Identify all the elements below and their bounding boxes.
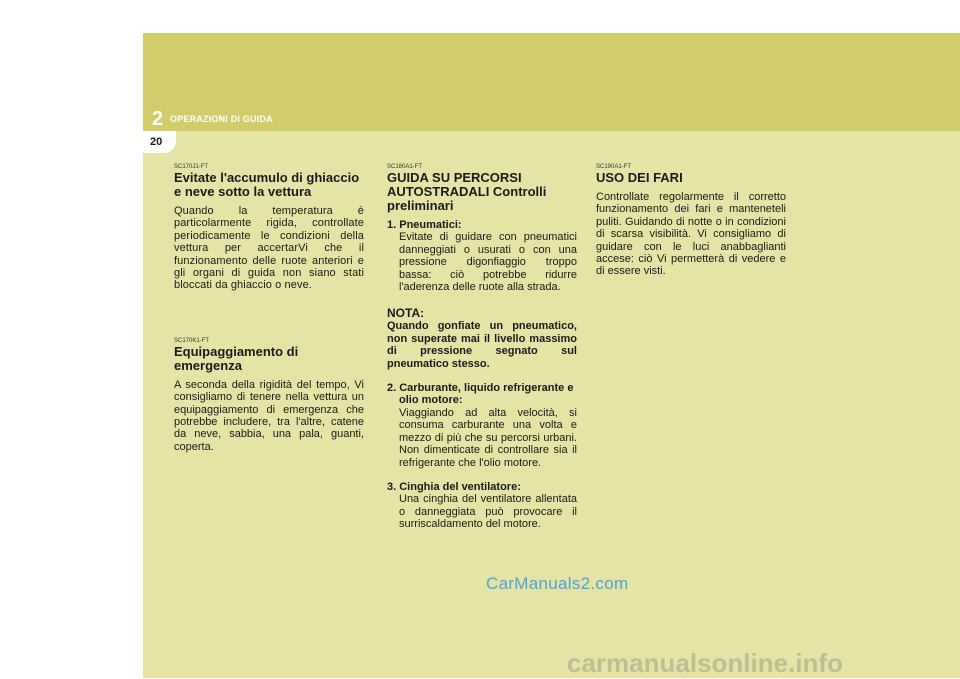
section-body: Controllate regolarmente il corretto funzionamento dei fari e manteneteli puliti. Guidando di notte o in condizioni di scarsa visibilità. Vi consigliamo di guidare con le luci anabbaglianti accese: ciò Vi permetterà di vedere e di essere visti. xyxy=(596,191,786,278)
section-title: USO DEI FARI xyxy=(596,170,683,185)
chapter-number: 2 xyxy=(152,108,164,130)
section-code: SC190A1-FT xyxy=(596,164,632,170)
section-code: SC170J1-FT xyxy=(174,164,209,170)
note-body: Quando gonfiate un pneumatico, non superate mai il livello massimo di pressione segnato sul pneumatico stesso. xyxy=(387,320,577,370)
item-title: 1. Pneumatici: xyxy=(387,219,462,231)
item-body: Una cinghia del ventilatore allentata o danneggiata può provocare il surriscaldamento del motore. xyxy=(399,493,577,531)
list-item xyxy=(387,481,577,531)
list-item xyxy=(387,382,577,469)
column-1 xyxy=(174,164,364,453)
list-item xyxy=(387,219,577,293)
section-body: A seconda della rigidità del tempo, Vi consigliamo di tenere nella vettura un equipaggiamento di emergenza che potrebbe includere, tra l'altre, catene da neve, sabbia, una pala, guanti, coperta. xyxy=(174,378,364,453)
item-title: 2. Carburante, liquido refrigerante e olio motore: xyxy=(387,382,574,407)
note-title: NOTA: xyxy=(387,306,425,321)
section-title: Evitate l'accumulo di ghiaccio e neve sotto la vettura xyxy=(174,170,360,199)
chapter-title: OPERAZIONI DI GUIDA xyxy=(170,114,273,124)
page-number: 20 xyxy=(150,136,163,148)
column-2 xyxy=(387,164,577,531)
item-body: Viaggiando ad alta velocità, si consuma carburante una volta e mezzo di più che su percorsi urbani. Non dimenticate di controllare sia il refrigerante che l'olio motore. xyxy=(399,406,577,469)
section-code: SC170K1-FT xyxy=(174,337,210,344)
section-body: Quando la temperatura è particolarmente rigida, controllate periodicamente le condizioni della vettura per accertarVi che il funzionamento delle ruote anteriori e gli organi di guida non siano stati bloccati da ghiaccio o neve. xyxy=(174,205,364,292)
item-body: Evitate di guidare con pneumatici danneggiati o usurati o con una pressione digonfiaggio troppo bassa: ciò potrebbe ridurre l'aderenza delle ruote alla strada. xyxy=(399,231,577,294)
watermark-link[interactable]: CarManuals2.com xyxy=(486,574,629,593)
section-title: Equipaggiamento di emergenza xyxy=(174,343,299,373)
item-title: 3. Cinghia del ventilatore: xyxy=(387,480,521,493)
section-title: GUIDA SU PERCORSI AUTOSTRADALI Controlli preliminari xyxy=(387,170,547,213)
column-3 xyxy=(596,164,786,278)
section-code: SC180A1-FT xyxy=(387,164,423,170)
watermark-text: carmanualsonline.info xyxy=(567,648,843,678)
